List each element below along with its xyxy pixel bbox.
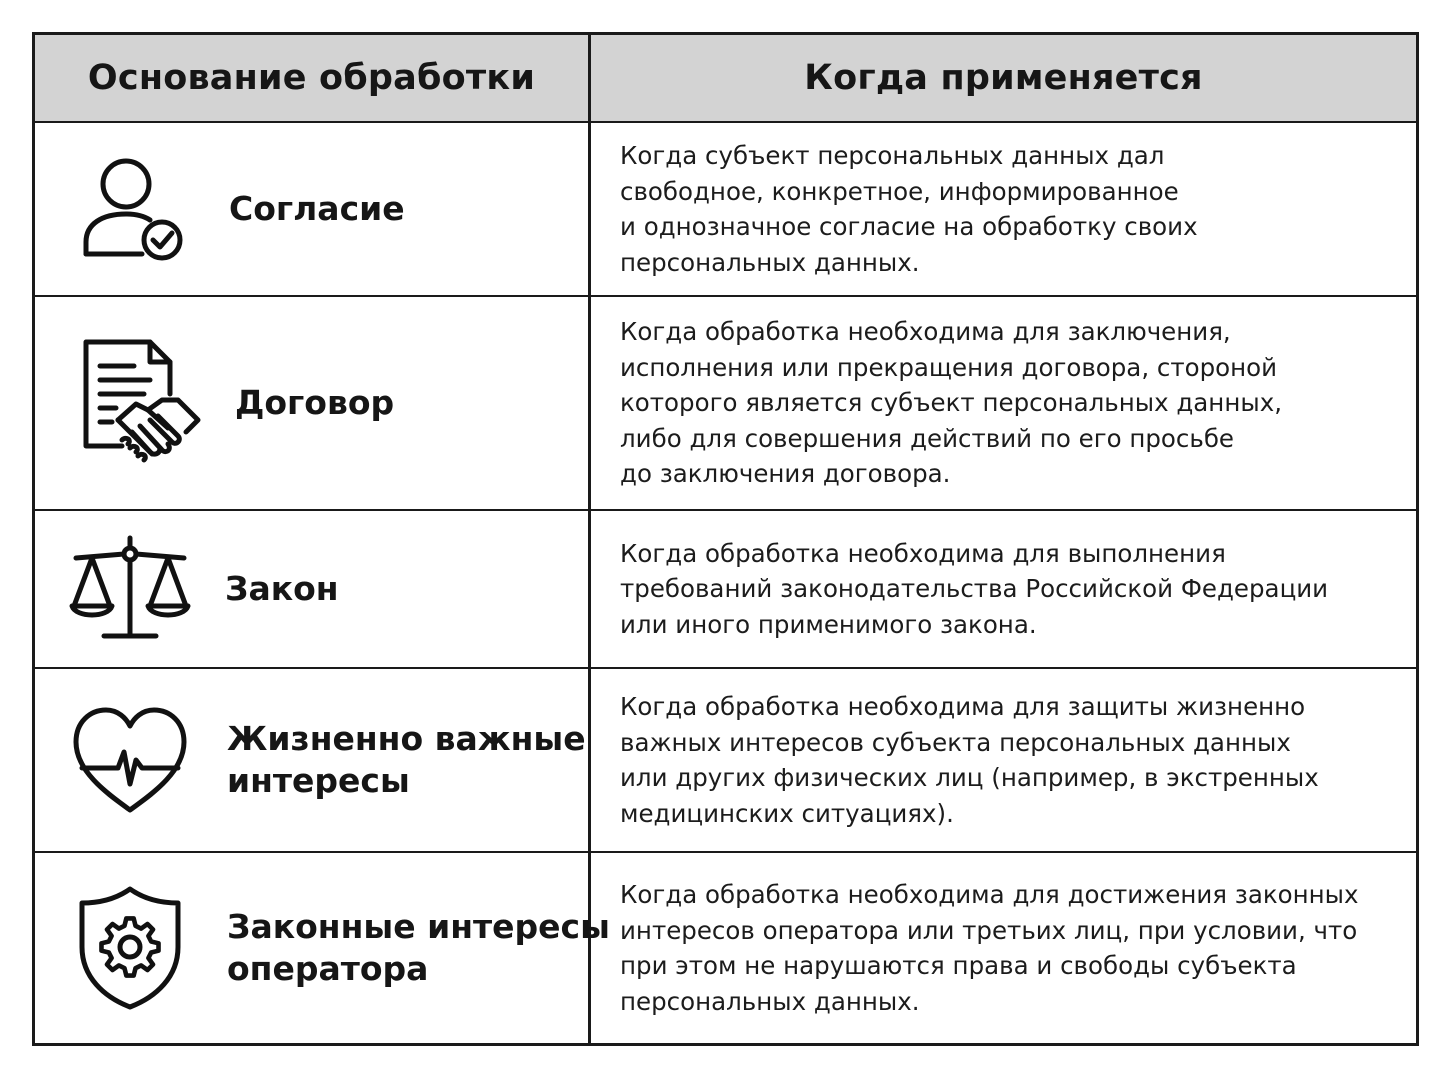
row-consent-description [591, 123, 1416, 297]
contract-handshake-icon [78, 336, 206, 470]
user-check-icon [80, 154, 188, 264]
desc-line: при этом не нарушаются права и свободы субъекта [620, 951, 1297, 980]
row-legitimate-basis [35, 853, 610, 1043]
desc-line: до заключения договора. [620, 459, 951, 489]
desc-line: персональных данных. [620, 247, 920, 277]
basis-label-legitimate: Законные интересы оператора [227, 907, 610, 988]
desc-line: Когда обработка необходима для выполнения [620, 538, 1226, 568]
desc-line: или других физических лиц (например, в экстренных [620, 763, 1319, 792]
desc-line: важных интересов субъекта персональных данных [620, 727, 1291, 757]
row-vital-description [591, 669, 1416, 853]
scales-icon [68, 534, 192, 644]
desc-line: интересов оператора или третьих лиц, при условии, что [620, 915, 1358, 945]
desc-line: либо для совершения действий по его просьбе [620, 423, 1234, 453]
header-when-label: Когда применяется [804, 58, 1203, 98]
row-contract-description [591, 297, 1416, 511]
header-when [591, 35, 1416, 123]
row-consent-basis [35, 123, 591, 297]
desc-line: требований законодательства Российской Федерации [620, 574, 1329, 604]
desc-line: Когда обработка необходима для защиты жизненно [620, 692, 1306, 721]
row-legitimate-description [591, 853, 1416, 1043]
basis-label-vital: Жизненно важные интересы [227, 719, 586, 800]
desc-line: Когда субъект персональных данных дал [620, 141, 1165, 170]
header-basis [35, 35, 591, 123]
legal-basis-table [32, 32, 1419, 1046]
basis-label-contract: Договор [235, 383, 395, 422]
row-contract-basis [35, 297, 591, 511]
basis-label-law: Закон [225, 569, 339, 608]
basis-label-consent: Согласие [229, 189, 405, 228]
desc-line: или иного применимого закона. [620, 609, 1037, 639]
desc-line: свободное, конкретное, информированное [620, 176, 1179, 206]
desc-line: и однозначное согласие на обработку своих [620, 212, 1198, 241]
desc-line: медицинских ситуациях). [620, 798, 954, 828]
desc-line: Когда обработка необходима для достижения законных [620, 880, 1359, 909]
desc-line: Когда обработка необходима для заключения, [620, 317, 1231, 347]
shield-gear-icon [78, 885, 182, 1011]
heart-pulse-icon [72, 706, 188, 814]
header-basis-label: Основание обработки [87, 58, 536, 98]
row-vital-basis [35, 669, 591, 853]
desc-line: персональных данных. [620, 986, 920, 1016]
row-law-basis [35, 511, 591, 669]
row-law-description [591, 511, 1416, 669]
desc-line: которого является субъект персональных данных, [620, 388, 1282, 418]
desc-line: исполнения или прекращения договора, стороной [620, 352, 1278, 382]
